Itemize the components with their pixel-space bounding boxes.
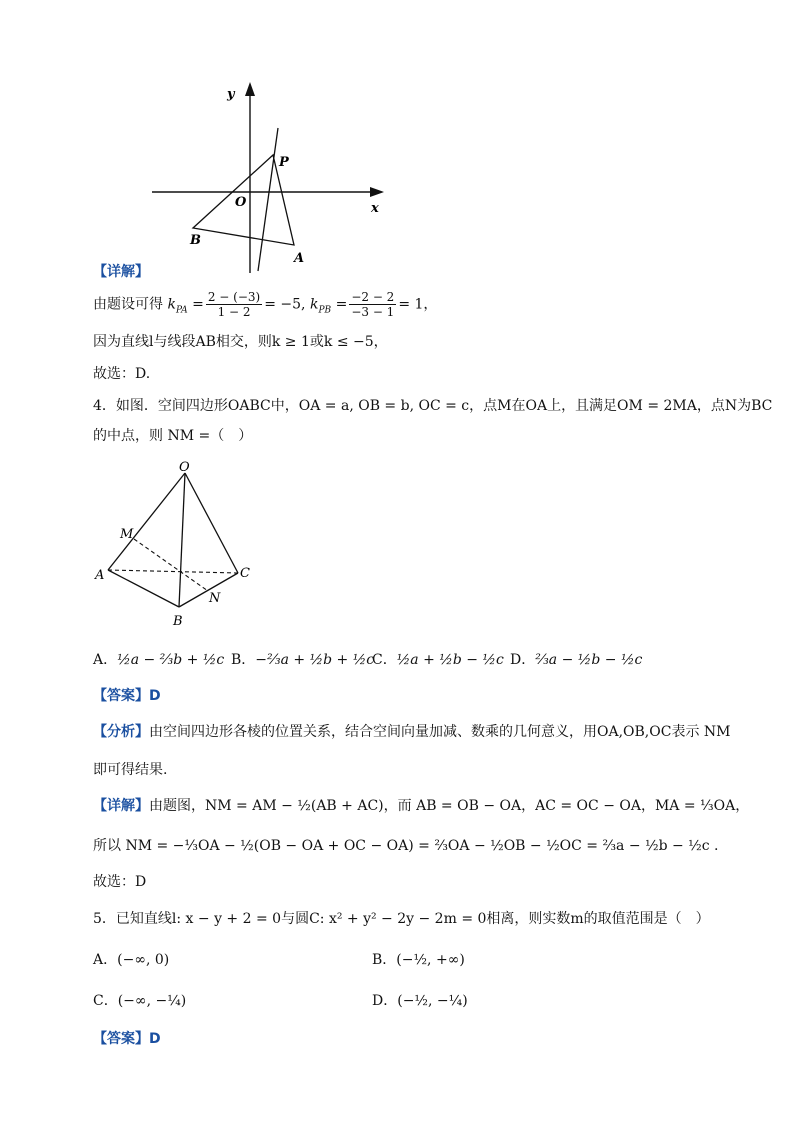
q5-option-c-label: C． xyxy=(93,993,118,1009)
q5-option-c[interactable] xyxy=(93,991,186,1011)
label-n: N xyxy=(209,591,221,606)
edge-ab xyxy=(108,570,179,607)
q4-option-a[interactable] xyxy=(93,650,224,670)
edge-ac xyxy=(108,570,238,573)
q5-stem: 5．已知直线l: x − y + 2 = 0与圆C: x² + y² − 2y − 2m = 0相离，则实数m的取值范围是（ ） xyxy=(93,911,710,927)
q4-choose: 故选：D xyxy=(93,874,147,890)
q5-option-a[interactable] xyxy=(93,950,169,970)
label-o2: O xyxy=(179,460,190,475)
q5-option-d-expr: (−½, −¼) xyxy=(397,993,468,1009)
q4-option-d-label: D． xyxy=(510,652,536,668)
detail1-pre: 由题设可得 xyxy=(93,296,163,313)
q5-option-b-expr: (−½, +∞) xyxy=(396,952,465,968)
q4-option-d[interactable] xyxy=(510,650,642,670)
frac-kpb-den: −3 − 1 xyxy=(351,305,395,319)
detail1-line1: 由题设可得 $k_{PA}$ = $\frac{2 - (-3)}{1 - 2}$ = −5, $k_{PB}$ = $\frac{-2 - 2}{-3 - 1}$ = 1， xyxy=(93,290,438,319)
frac-kpa-den: 1 − 2 xyxy=(217,305,251,319)
frac-kpa xyxy=(206,290,262,319)
frac-kpb xyxy=(349,290,396,319)
kpa-sub: PA xyxy=(175,305,188,316)
label-b: B xyxy=(190,233,201,248)
q5-option-b-label: B． xyxy=(372,952,397,968)
label-m: M xyxy=(120,527,134,542)
q4-stem-line1: 4．如图．空间四边形OABC中，OA = a, OB = b, OC = c，点M在OA上，且满足OM = 2MA，点N为BC xyxy=(93,398,773,414)
q5-option-d[interactable] xyxy=(372,991,468,1011)
label-c: C xyxy=(240,566,250,581)
q4-option-a-expr: ½a − ⅔b + ½c xyxy=(117,652,225,668)
frac-kpa-num: 2 − (−3) xyxy=(207,290,261,304)
edge-oa xyxy=(108,473,185,570)
detail-tag-1: 【详解】 xyxy=(93,264,149,280)
q5-answer: 【答案】D xyxy=(93,1031,161,1047)
q4-analysis-line1 xyxy=(93,722,730,742)
figure-tetrahedron xyxy=(90,455,270,635)
label-a: A xyxy=(294,251,305,266)
segment-mn xyxy=(134,539,208,591)
q5-option-a-expr: (−∞, 0) xyxy=(117,952,170,968)
q4-option-a-label: A． xyxy=(93,652,118,668)
detail1-line3: 故选：D. xyxy=(93,366,151,382)
q5-option-d-label: D． xyxy=(372,993,398,1009)
kpa: k xyxy=(167,296,176,313)
q4-detail-text: 由题图，NM = AM − ½(AB + AC)，而 AB = OB − OA，AC = OC − OA，MA = ⅓OA， xyxy=(149,798,750,814)
label-p: P xyxy=(279,155,289,170)
label-a2: A xyxy=(95,568,105,583)
q4-option-c-expr: ½a + ½b − ½c xyxy=(396,652,504,668)
q4-option-b-expr: −⅔a + ½b + ½c xyxy=(255,652,375,668)
edge-oc xyxy=(185,473,238,573)
label-b2: B xyxy=(173,614,183,629)
eq2: = 1， xyxy=(398,296,438,313)
q4-option-c[interactable] xyxy=(372,650,504,670)
eq1: = −5, xyxy=(264,296,306,313)
q4-analysis-line2: 即可得结果. xyxy=(93,762,168,778)
q5-option-b[interactable] xyxy=(372,950,465,970)
q4-option-d-expr: ⅔a − ½b − ½c xyxy=(535,652,643,668)
q4-stem-line2: 的中点，则 NM =（ ） xyxy=(93,428,253,444)
q4-detail-line2: 所以 NM = −⅓OA − ½(OB − OA + OC − OA) = ⅔OA − ½OB − ½OC = ⅔a − ½b − ½c . xyxy=(93,838,719,854)
frac-kpb-num: −2 − 2 xyxy=(351,290,395,304)
label-x: x xyxy=(371,201,379,216)
kpb: k xyxy=(309,296,319,313)
q4-detail-line1 xyxy=(93,796,749,816)
detail-tag-2: 【详解】 xyxy=(93,798,149,814)
kpb-sub: PB xyxy=(318,305,332,316)
q5-option-c-expr: (−∞, −¼) xyxy=(117,993,187,1009)
q4-answer: 【答案】D xyxy=(93,688,161,704)
q5-option-a-label: A． xyxy=(93,952,118,968)
line-l xyxy=(258,128,278,271)
analysis-text: 由空间四边形各棱的位置关系，结合空间向量加减、数乘的几何意义，用OA,OB,OC表示 NM xyxy=(149,724,731,740)
analysis-tag: 【分析】 xyxy=(93,724,149,740)
label-y: y xyxy=(227,87,235,102)
q4-option-c-label: C． xyxy=(372,652,397,668)
label-o: O xyxy=(235,195,247,210)
x-axis-arrow xyxy=(370,187,384,197)
detail1-line2: 因为直线l与线段AB相交，则k ≥ 1或k ≤ −5， xyxy=(93,334,388,350)
q4-option-b[interactable] xyxy=(231,650,374,670)
figure-coordinate-plane xyxy=(140,78,400,278)
q4-option-b-label: B． xyxy=(231,652,256,668)
y-axis-arrow xyxy=(245,82,255,96)
edge-ob xyxy=(179,473,185,607)
